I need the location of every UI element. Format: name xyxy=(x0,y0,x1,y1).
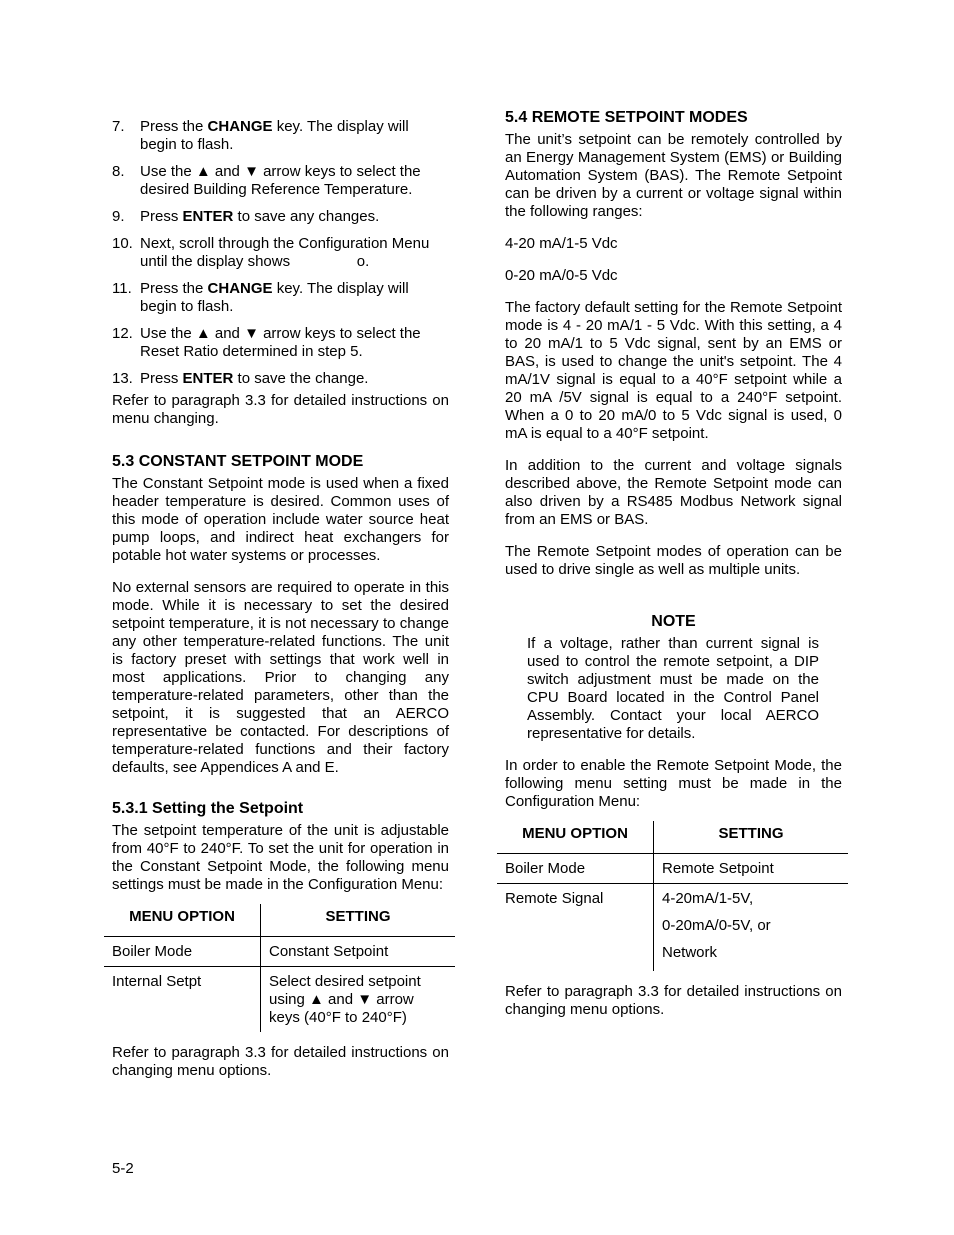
right-column xyxy=(505,108,842,1033)
step-text: Press the CHANGE key. The display will begin to flash. xyxy=(140,280,409,315)
list-item xyxy=(112,370,449,388)
setting-option: Network xyxy=(662,944,718,961)
body-paragraph: The setpoint temperature of the unit is adjustable from 40°F to 240°F. To set the unit for operation in the Constant Setpoint Mode, the following menu settings must be made in the Configuration Menu: xyxy=(112,822,449,893)
column-header: MENU OPTION xyxy=(497,821,654,854)
setting-option: 0-20mA/0-5V, or xyxy=(662,917,771,934)
note-title: NOTE xyxy=(651,613,696,630)
table-cell: Select desired setpoint using ▲ and ▼ arrow keys (40°F to 240°F) xyxy=(269,973,421,1026)
table-row xyxy=(497,884,848,972)
menu-settings-table xyxy=(497,821,848,971)
step-number: 12. xyxy=(112,325,133,342)
column-header: SETTING xyxy=(654,821,849,854)
table-cell: Constant Setpoint xyxy=(261,937,456,967)
step-text: Next, scroll through the Configuration Menu until the display shows o. xyxy=(140,235,434,270)
column-header: SETTING xyxy=(261,904,456,937)
list-item xyxy=(112,163,449,199)
list-item xyxy=(112,325,449,361)
step-text: Press ENTER to save any changes. xyxy=(140,208,380,225)
table-cell: Boiler Mode xyxy=(104,937,261,967)
table-row xyxy=(104,937,455,967)
table-header-row xyxy=(497,821,848,854)
body-paragraph: No external sensors are required to operate in this mode. While it is necessary to set the desired setpoint temperature, it is not necessary to change any other temperature-related functions. The unit is factory preset with settings that work well in most applications. Prior to changing any temperature-related parameters, other than the setpoint, it is suggested that an AERCO representative be contacted. For descriptions of temperature-related functions and their factory defaults, see Appendices A and E. xyxy=(112,579,449,776)
refer-paragraph: Refer to paragraph 3.3 for detailed instructions on menu changing. xyxy=(112,392,449,427)
table-row xyxy=(497,854,848,884)
refer-paragraph: Refer to paragraph 3.3 for detailed instructions on changing menu options. xyxy=(505,983,842,1018)
step-text: Press ENTER to save the change. xyxy=(140,370,369,387)
table-header-row xyxy=(104,904,455,937)
table-cell: Boiler Mode xyxy=(497,854,654,884)
menu-settings-table xyxy=(104,904,455,1032)
steps-list xyxy=(112,118,449,388)
table-cell xyxy=(654,884,849,972)
section-heading: 5.4 REMOTE SETPOINT MODES xyxy=(505,109,748,126)
left-column xyxy=(112,118,449,1094)
page-number: 5-2 xyxy=(112,1160,134,1177)
body-paragraph: In addition to the current and voltage signals described above, the Remote Setpoint mode can also driven by a RS485 Modbus Network signal from an EMS or BAS. xyxy=(505,457,842,528)
section-heading: 5.3 CONSTANT SETPOINT MODE xyxy=(112,453,364,470)
list-item xyxy=(112,235,449,271)
step-text: Use the ▲ and ▼ arrow keys to select the desired Building Reference Temperature. xyxy=(140,163,421,198)
list-item xyxy=(112,208,449,226)
step-number: 13. xyxy=(112,370,133,387)
note-body: If a voltage, rather than current signal is used to control the remote setpoint, a DIP switch adjustment must be made on the CPU Board located in the Control Panel Assembly. Contact your local AERCO representative for details. xyxy=(527,635,819,742)
body-paragraph: In order to enable the Remote Setpoint Mode, the following menu setting must be made in the Configuration Menu: xyxy=(505,757,842,810)
column-header: MENU OPTION xyxy=(104,904,261,937)
range-item: 4-20 mA/1-5 Vdc xyxy=(505,235,618,252)
refer-paragraph: Refer to paragraph 3.3 for detailed instructions on changing menu options. xyxy=(112,1044,449,1079)
table-row xyxy=(104,967,455,1033)
list-item xyxy=(112,280,449,316)
step-number: 8. xyxy=(112,163,125,180)
list-item xyxy=(112,118,449,154)
setting-option: 4-20mA/1-5V, xyxy=(662,890,754,907)
table-cell: Internal Setpt xyxy=(104,967,261,1033)
body-paragraph: The Remote Setpoint modes of operation can be used to drive single as well as multiple units. xyxy=(505,543,842,578)
body-paragraph: The Constant Setpoint mode is used when a fixed header temperature is desired. Common uses of this mode of operation include water source heat pump loops, and indirect heat exchangers for potable hot water systems or processes. xyxy=(112,475,449,564)
subsection-heading: 5.3.1 Setting the Setpoint xyxy=(112,800,304,817)
table-cell: Remote Signal xyxy=(497,884,654,972)
body-paragraph: The factory default setting for the Remote Setpoint mode is 4 - 20 mA/1 - 5 Vdc. With this setting, a 4 to 20 mA/1 to 5 Vdc signal, sent by an EMS or BAS, is used to change the unit's setpoint. The 4 mA/1V signal is equal to a 40°F setpoint while a 20 mA /5V signal is equal to a 240°F setpoint. When a 0 to 20 mA/0 to 5 Vdc signal is used, 0 mA is equal to a 40°F setpoint. xyxy=(505,299,842,442)
step-text: Press the CHANGE key. The display will begin to flash. xyxy=(140,118,409,153)
step-number: 11. xyxy=(112,280,132,297)
step-number: 7. xyxy=(112,118,125,135)
body-paragraph: The unit’s setpoint can be remotely controlled by an Energy Management System (EMS) or Building Automation System (BAS). The Remote Setpoint can be driven by a current or voltage signal within the following ranges: xyxy=(505,131,842,220)
step-text: Use the ▲ and ▼ arrow keys to select the Reset Ratio determined in step 5. xyxy=(140,325,421,360)
table-cell: Remote Setpoint xyxy=(654,854,849,884)
step-number: 10. xyxy=(112,235,133,252)
range-item: 0-20 mA/0-5 Vdc xyxy=(505,267,618,284)
step-number: 9. xyxy=(112,208,125,225)
